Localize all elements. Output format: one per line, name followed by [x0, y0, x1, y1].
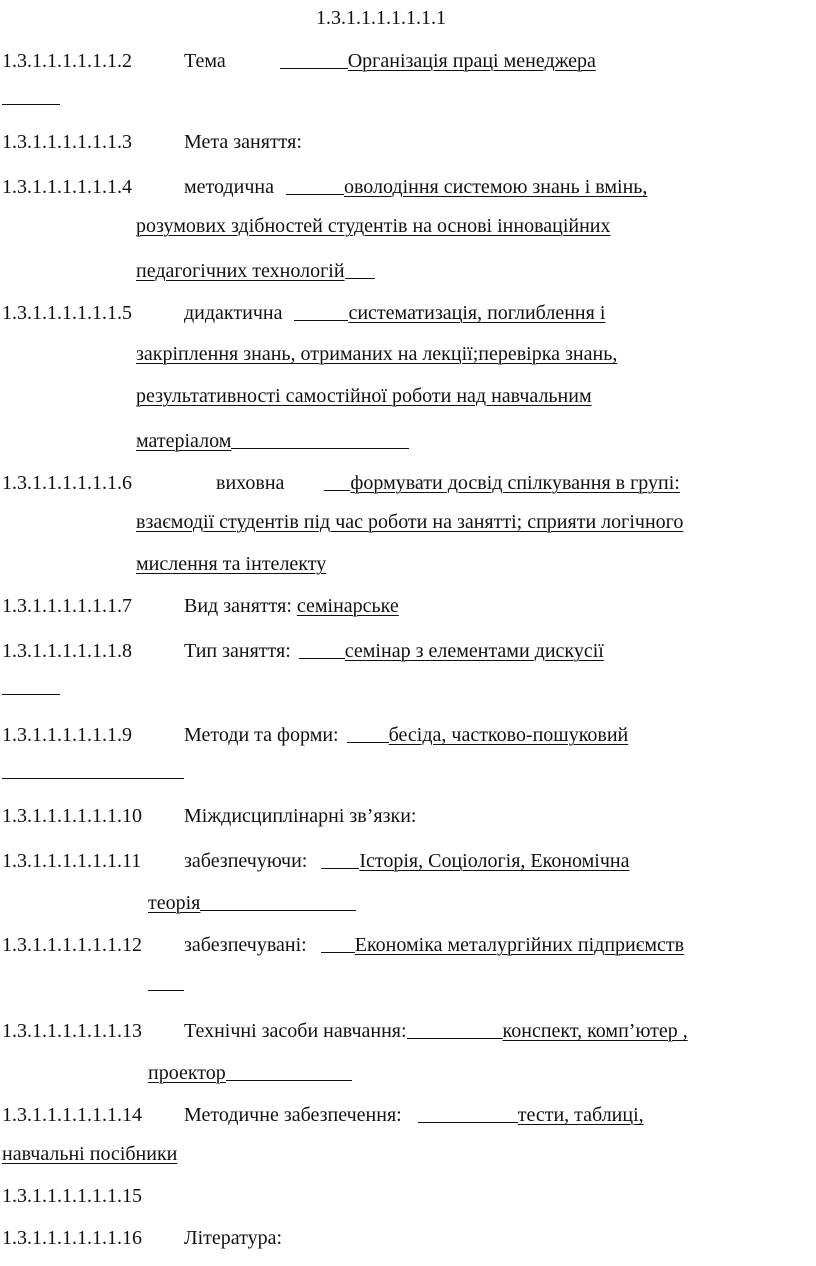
didactic-line-4: матеріалом: [136, 430, 232, 452]
topic-label: Тема: [184, 50, 226, 72]
underline-blank: [345, 258, 375, 279]
item-number: 1.3.1.1.1.1.1.1.8: [2, 640, 132, 662]
item-number: 1.3.1.1.1.1.1.1.2: [2, 50, 132, 72]
providing-line-2: теорія: [148, 892, 201, 914]
list-item-technical-means: [2, 1016, 688, 1043]
blank-line: [2, 778, 184, 779]
didactic-line-4-wrap: [136, 426, 409, 453]
underline-blank: [418, 1102, 518, 1123]
underline-blank: [321, 932, 355, 953]
list-item-literature: [2, 1226, 282, 1250]
underline-blank: [299, 638, 345, 659]
list-item-topic: [2, 46, 596, 73]
didactic-line-2: закріплення знань, отриманих на лекції;перевірка знань,: [136, 343, 618, 365]
providing-line-1: Історія, Соціологія, Економічна: [359, 850, 630, 872]
technical-means-line-2-wrap: [148, 1058, 352, 1085]
list-item-lesson-kind: [2, 594, 399, 618]
lesson-type-value: семінар з елементами дискусії: [344, 640, 604, 662]
list-item-methodical-support: [2, 1100, 644, 1127]
list-item-providing: [2, 846, 630, 873]
lesson-kind-label: Вид заняття:: [184, 595, 292, 617]
educational-line-1: формувати досвід спілкування в групі:: [350, 472, 680, 494]
underline-blank: [347, 722, 389, 743]
provided-value: Економіка металургійних підприємств: [354, 934, 685, 956]
underline-blank: [226, 1060, 352, 1081]
item-number: 1.3.1.1.1.1.1.1.3: [2, 131, 132, 153]
technical-means-label: Технічні засоби навчання:: [184, 1020, 407, 1042]
item-number: 1.3.1.1.1.1.1.1.12: [2, 934, 142, 956]
underline-blank: [321, 848, 359, 869]
didactic-line-1: систематизація, поглиблення і: [348, 302, 606, 324]
item-number: 1.3.1.1.1.1.1.1.13: [2, 1020, 142, 1042]
literature-label: Література:: [184, 1227, 283, 1249]
item-number: 1.3.1.1.1.1.1.1.5: [2, 302, 132, 324]
list-item-methods: [2, 720, 628, 747]
methodical-line-2: розумових здібностей студентів на основі інноваційних: [136, 215, 611, 237]
header-number: 1.3.1.1.1.1.1.1.1: [316, 7, 446, 29]
provided-label: забезпечувані:: [184, 934, 307, 956]
item-number: 1.3.1.1.1.1.1.1.15: [2, 1185, 142, 1207]
item-number: 1.3.1.1.1.1.1.1.4: [2, 176, 132, 198]
list-item-goal: [2, 130, 302, 154]
educational-line-2: взаємодії студентів під час роботи на занятті; сприяти логічного: [136, 511, 684, 533]
methodical-support-label: Методичне забезпечення:: [184, 1104, 402, 1126]
interdisciplinary-label: Міждисциплінарні зв’язки:: [184, 805, 417, 827]
methodical-label: методична: [184, 176, 274, 198]
educational-line-3: мислення та інтелекту: [136, 553, 327, 575]
didactic-label: дидактична: [184, 302, 283, 324]
item-number: 1.3.1.1.1.1.1.1.11: [2, 850, 142, 872]
item-number: 1.3.1.1.1.1.1.1.6: [2, 472, 132, 494]
methodical-support-line-2: навчальні посібники: [2, 1143, 178, 1165]
underline-blank: [407, 1018, 503, 1039]
blank-line: [148, 990, 184, 991]
lesson-type-label: Тип заняття:: [184, 640, 291, 662]
methodical-line-3: педагогічних технологій: [136, 260, 345, 282]
underline-blank: [294, 300, 348, 321]
methodical-line-3-wrap: [136, 256, 375, 283]
list-item-educational: [2, 468, 680, 495]
list-item-empty: [2, 1184, 142, 1208]
blank-line: [2, 694, 60, 695]
technical-means-line-1: конспект, комп’ютер ,: [502, 1020, 688, 1042]
topic-value: Організація праці менеджера: [347, 50, 596, 72]
educational-label: виховна: [216, 472, 285, 494]
providing-label: забезпечуючи:: [184, 850, 308, 872]
list-item-methodical: [2, 172, 647, 199]
list-item-lesson-type: [2, 636, 604, 663]
blank-line: [2, 104, 60, 105]
underline-blank: [286, 174, 344, 195]
underline-blank: [324, 470, 350, 491]
technical-means-line-2: проектор: [148, 1062, 226, 1084]
item-number: 1.3.1.1.1.1.1.1.7: [2, 595, 132, 617]
providing-line-2-wrap: [148, 888, 356, 915]
list-item-interdisciplinary: [2, 804, 416, 828]
underline-blank: [200, 890, 356, 911]
list-item-provided: [2, 930, 684, 957]
lesson-kind-value: семінарське: [296, 595, 399, 617]
underline-blank: [231, 428, 409, 449]
goal-label: Мета заняття:: [184, 131, 302, 153]
underline-blank: [280, 48, 348, 69]
list-item-didactic: [2, 298, 605, 325]
item-number: 1.3.1.1.1.1.1.1.9: [2, 724, 132, 746]
item-number: 1.3.1.1.1.1.1.1.10: [2, 805, 142, 827]
didactic-line-3: результативності самостійної роботи над навчальним: [136, 385, 592, 407]
methodical-line-1: оволодіння системою знань і вмінь,: [343, 176, 648, 198]
item-number: 1.3.1.1.1.1.1.1.14: [2, 1104, 142, 1126]
methods-label: Методи та форми:: [184, 724, 339, 746]
methodical-support-line-1: тести, таблиці,: [517, 1104, 644, 1126]
item-number: 1.3.1.1.1.1.1.1.16: [2, 1227, 142, 1249]
methods-value: бесіда, частково-пошуковий: [388, 724, 629, 746]
